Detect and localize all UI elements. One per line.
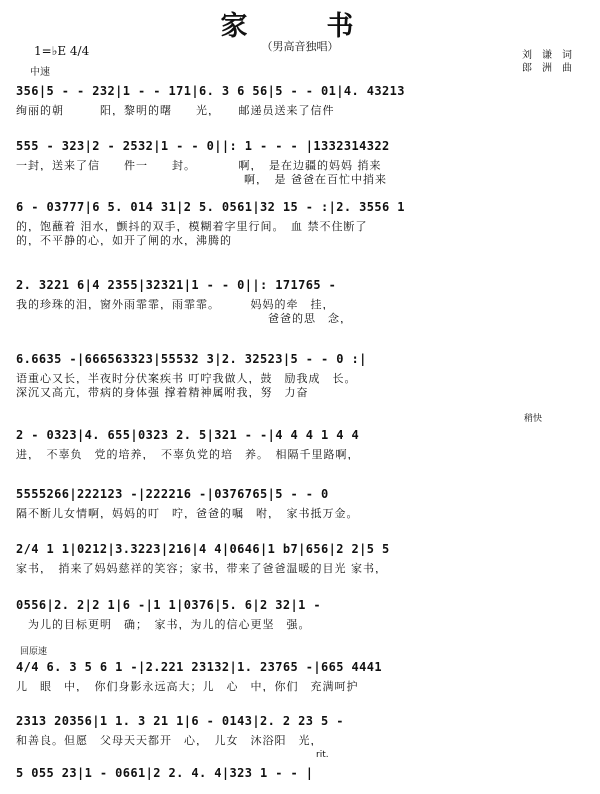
song-subtitle: （男高音独唱） [261,40,339,53]
music-system [16,139,584,185]
music-system [16,200,584,246]
music-system [16,766,584,794]
lyric-line: 绚丽的朝 阳，黎明的曙 光， 邮递员送来了信件 [16,104,335,116]
lyric-line: 的，饱蘸着 泪水，颤抖的双手，模糊着字里行间。 血 禁不住断了 [16,220,368,232]
tempo-change-marking: 稍快 [524,414,543,424]
music-system [16,428,584,460]
ritardando-marking: rit. [316,750,329,760]
tempo-return-marking: 回原速 [20,647,48,657]
lyric-line: 深沉又高亢，带病的身体强 撑着精神属咐我，努 力奋 [16,386,309,398]
song-title: 家 书 [220,11,380,42]
music-system [16,598,584,630]
notation-line: 6.6635 -|666563323|55532 3|2. 32523|5 - - 0 :| [16,352,367,366]
notation-line: 4/4 6. 3 5 6 1 -|2.221 23132|1. 23765 -|665 4441 [16,660,382,674]
lyric-line: 啊， 是 爸爸在百忙中捎来 [16,173,387,185]
music-system [16,487,584,519]
notation-line: 356|5 - - 232|1 - - 171|6. 3 6 56|5 - - 01|4. 43213 [16,84,405,98]
notation-line: 2313 20356|1 1. 3 21 1|6 - 0143|2. 2 23 5 - [16,714,344,728]
lyric-line: 隔不断儿女情啊，妈妈的叮 咛，爸爸的嘱 咐， 家书抵万金。 [16,507,359,519]
lyricist-credit: 刘 谦 词 [522,50,572,61]
lyric-line: 我的珍珠的泪，窗外雨霏霏，雨霏霏。 妈妈的牵 挂， [16,298,335,310]
lyric-line: 家书， 捎来了妈妈慈祥的笑容；家书，带来了爸爸温暖的目光 家书， [16,562,387,574]
notation-line: 0556|2. 2|2 1|6 -|1 1|0376|5. 6|2 32|1 - [16,598,321,612]
lyric-line [16,784,584,794]
lyric-line: 爸爸的思 念， [16,312,352,324]
composer-credit: 郎 洲 曲 [522,63,572,74]
key-signature: 1=♭E 4/4 [34,44,90,58]
notation-line: 2 - 0323|4. 655|0323 2. 5|321 - -|4 4 4 1 4 4 [16,428,360,442]
notation-line: 2. 3221 6|4 2355|32321|1 - - 0||: 171765 - [16,278,337,292]
music-system [16,714,584,746]
music-system [16,542,584,574]
tempo-marking: 中速 [30,67,50,78]
lyric-line: 的，不平静的心，如开了闸的水，沸腾的 [16,234,232,246]
notation-line: 5555266|222123 -|222216 -|0376765|5 - - 0 [16,487,329,501]
lyric-line: 一封，送来了信 件一 封。 啊， 是在边疆的妈妈 捎来 [16,159,382,171]
music-system [16,278,584,324]
lyric-line: 进， 不辜负 党的培养， 不辜负党的培 养。 相隔千里路啊， [16,448,360,460]
lyric-line: 和善良。但愿 父母天天都开 心， 儿女 沐浴阳 光， [16,734,323,746]
lyric-line: 语重心又长，半夜时分伏案疾书 叮咛我做人，鼓 励我成 长。 [16,372,357,384]
music-system [16,660,584,692]
notation-line: 555 - 323|2 - 2532|1 - - 0||: 1 - - - |1332314322 [16,139,390,153]
notation-line: 2/4 1 1|0212|3.3223|216|4 4|0646|1 b7|656|2 2|5 5 [16,542,390,556]
music-system [16,84,584,116]
lyric-line: 儿 眼 中， 你们身影永远高大；儿 心 中，你们 充满呵护 [16,680,359,692]
notation-line: 6 - 03777|6 5. 014 31|2 5. 0561|32 15 - :|2. 3556 1 [16,200,405,214]
music-system [16,352,584,398]
notation-line: 5 055 23|1 - 0661|2 2. 4. 4|323 1 - - | [16,766,314,780]
lyric-line: 为儿的目标更明 确； 家书，为儿的信心更坚 强。 [16,618,311,630]
